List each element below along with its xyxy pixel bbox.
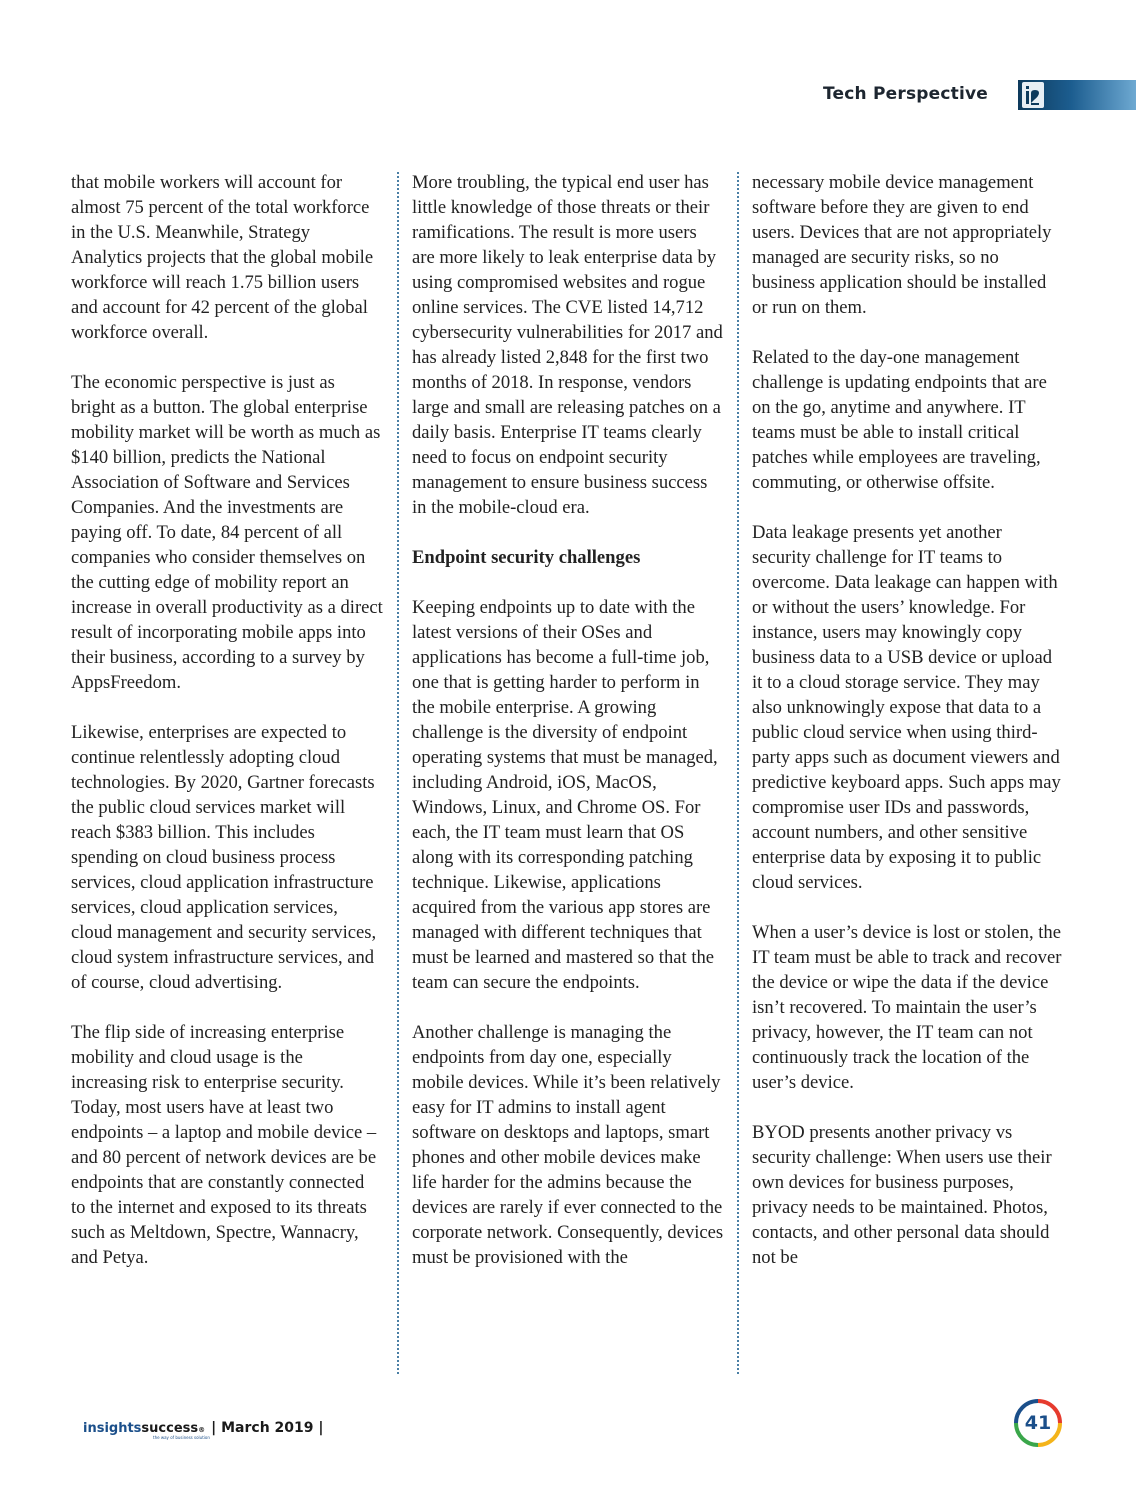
footer-brand: [83, 1416, 324, 1440]
insights-success-logo: [83, 1420, 210, 1440]
brand-insights-text: insights: [83, 1420, 142, 1436]
brand-success-text: success: [141, 1420, 199, 1436]
paragraph: Keeping endpoints up to date with the latest versions of their OSes and applications has become a full-time job, one that is getting harder to perform in the mobile enterprise. A growing challenge is the diversity of endpoint operating systems that must be managed, including Android, iOS, MacOS, Windows, Linux, and Chrome OS. For each, the IT team must learn that OS along with its corresponding patching technique. Likewise, applications acquired from the various app stores are managed with different techniques that must be learned and mastered so that the team can secure the endpoints.: [412, 597, 718, 993]
i2-logo-icon: [1022, 82, 1044, 108]
paragraph: BYOD presents another privacy vs security challenge: When users use their own devices for business purposes, privacy needs to be maintained. Photos, contacts, and other personal data should not be: [752, 1122, 1052, 1268]
registered-mark: ®: [198, 1425, 206, 1434]
paragraph: Data leakage presents yet another security challenge for IT teams to overcome. Data leakage can happen with or without the users’ knowledge. For instance, users may knowingly copy business data to a USB device or upload it to a cloud storage service. They may also unknowingly expose that data to a public cloud service when using third-party apps such as document viewers and predictive keyboard apps. Such apps may compromise user IDs and passwords, account numbers, and other sensitive enterprise data by exposing it to public cloud services.: [752, 522, 1061, 893]
paragraph: Likewise, enterprises are expected to continue relentlessly adopting cloud technologies. By 2020, Gartner forecasts the public cloud services market will reach $383 billion. This includes spending on cloud business process services, cloud application infrastructure services, cloud application services, cloud management and security services, cloud system infrastructure services, and of course, cloud advertising.: [71, 722, 377, 993]
header-accent-bar: [1018, 80, 1136, 110]
page-number-badge: [1013, 1398, 1063, 1448]
column-divider: [397, 172, 399, 1374]
column-divider: [737, 172, 739, 1374]
paragraph: Another challenge is managing the endpoints from day one, especially mobile devices. While it’s been relatively easy for IT admins to install agent software on desktops and laptops, smart phones and other mobile devices make life harder for the admins because the devices are rarely if ever connected to the corporate network. Consequently, devices must be provisioned with the: [412, 1022, 724, 1268]
paragraph: Related to the day-one management challenge is updating endpoints that are on the go, anytime and anywhere. IT teams must be able to install critical patches while employees are traveling, commuting, or otherwise offsite.: [752, 347, 1047, 493]
article-column-2: [412, 170, 724, 1295]
article-column-3: [752, 170, 1064, 1295]
paragraph: that mobile workers will account for almost 75 percent of the total workforce in the U.S. Meanwhile, Strategy Analytics projects that the global mobile workforce will reach 1.75 billion users and account for 42 percent of the global workforce overall.: [71, 172, 374, 343]
paragraph: The economic perspective is just as bright as a button. The global enterprise mobility market will be worth as much as $140 billion, predicts the National Association of Software and Services Companies. And the investments are paying off. To date, 84 percent of all companies who consider themselves on the cutting edge of mobility report an increase in overall productivity as a direct result of incorporating mobile apps into their business, according to a survey by AppsFreedom.: [71, 372, 383, 693]
brand-tagline: the way of business solution: [153, 1434, 210, 1440]
issue-date: | March 2019 |: [211, 1420, 324, 1436]
section-heading: Endpoint security challenges: [412, 547, 641, 568]
paragraph: More troubling, the typical end user has little knowledge of those threats or their ramifications. The result is more users are more likely to leak enterprise data by using compromised websites and rogue online services. The CVE listed 14,712 cybersecurity vulnerabilities for 2017 and has already listed 2,848 for the first two months of 2018. In response, vendors large and small are releasing patches on a daily basis. Enterprise IT teams clearly need to focus on endpoint security management to ensure business success in the mobile-cloud era.: [412, 172, 723, 518]
paragraph: The flip side of increasing enterprise mobility and cloud usage is the increasing risk to enterprise security. Today, most users have at least two endpoints – a laptop and mobile device – and 80 percent of network devices are be endpoints that are constantly connected to the internet and exposed to its threats such as Meltdown, Spectre, Wannacry, and Petya.: [71, 1022, 377, 1268]
section-title: Tech Perspective: [823, 84, 988, 104]
paragraph: When a user’s device is lost or stolen, the IT team must be able to track and recover the device or wipe the data if the device isn’t recovered. To maintain the user’s privacy, however, the IT team can not continuously track the location of the user’s device.: [752, 922, 1062, 1093]
paragraph: necessary mobile device management software before they are given to end users. Devices that are not appropriately managed are security risks, so no business application should be installed or run on them.: [752, 172, 1052, 318]
page-number: 41: [1024, 1412, 1052, 1434]
article-column-1: [71, 170, 383, 1295]
